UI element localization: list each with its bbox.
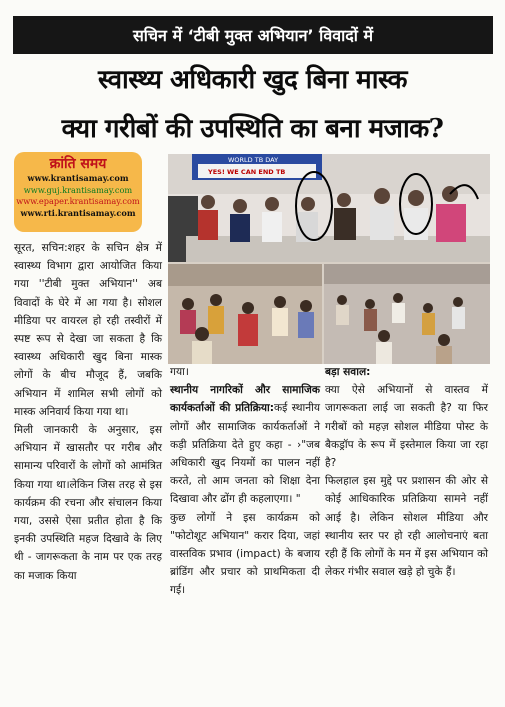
- reaction-subheading: स्थानीय नागरिकों और सामाजिक कार्यकर्ताओं की प्रतिक्रिया:: [170, 384, 320, 415]
- photo-banner-text-2: YES! WE CAN END TB: [208, 168, 286, 176]
- brand-url-guj[interactable]: www.guj.krantisamay.com: [23, 184, 133, 195]
- news-photo-collage: [168, 154, 490, 364]
- big-question-paragraph: क्या ऐसे अभियानों से वास्तव में जागरूकता लाई जा सकती है? या फिर गरीबों को महज़ सोशल मीडिया पोस्ट के बैकड्रॉप के रूप में इस्तेमाल किया जा रहा है?: [325, 384, 488, 470]
- article-paragraph-1: सूरत, सचिन:शहर के सचिन क्षेत्र में स्वास्थ्य विभाग द्वारा आयोजित किया गया ''टीबी मुक्त अभियान'' अब विवादों के घेरे में आ गया है। सोशल मीडिया पर वायरल हो रही तस्वीरों में स्पष्ट रूप से देखा जा सकता है कि स्वास्थ्य अधिकारी खुद बिना मास्क लोगों के बीच मौजूद हैं, जबकि अभियान में शामिल सभी लोगों को मास्क अनिवार्य किया गया था।: [14, 242, 162, 418]
- photo-banner-text-1: WORLD TB DAY: [228, 156, 279, 164]
- photo-crowd-right: [324, 264, 490, 364]
- banner-text: सचिन में ‘टीबी मुक्त अभियान’ विवादों में: [132, 26, 374, 45]
- article-column-2: [170, 363, 320, 600]
- krantisamay-brand-box: [14, 152, 142, 232]
- article-continuation: गया।: [170, 366, 189, 378]
- crowd-left-illustration: [168, 264, 322, 364]
- photoshoot-paragraph: कुछ लोगों ने इस कार्यक्रम को "फोटोशूट अभियान" करार दिया, जहां वास्तविक प्रभाव (impact) के बजाय ब्रांडिंग और प्रचार को प्राथमिकता दी गई।: [170, 511, 320, 597]
- reaction-paragraph: कई स्थानीय लोगों और सामाजिक कार्यकर्ताओं ने कड़ी प्रतिक्रिया देते हुए कहा - ›"जब अधिकारी खुद नियमों का पालन नहीं करते, तो आम जनता को शिक्षा देना दिखावा और ढोंग ही कहलाएगा। ": [170, 402, 320, 506]
- brand-url-rti[interactable]: www.rti.krantisamay.com: [20, 207, 136, 218]
- article-column-1: [14, 239, 162, 585]
- section-banner: [13, 16, 493, 54]
- officials-stage-illustration: [168, 154, 490, 262]
- status-paragraph: फिलहाल इस मुद्दे पर प्रशासन की ओर से कोई आधिकारिक प्रतिक्रिया सामने नहीं आई है। लेकिन सोशल मीडिया और स्थानीय स्तर पर हो रही आलोचनाएं बता रही हैं कि लोगों के मन में इस अभियान को लेकर गंभीर सवाल खड़े हो चुके हैं।: [325, 475, 488, 579]
- brand-url-main[interactable]: www.krantisamay.com: [27, 173, 129, 183]
- headline-line-1: स्वास्थ्य अधिकारी खुद बिना मास्क: [97, 65, 408, 95]
- crowd-right-illustration: [324, 264, 490, 364]
- photo-crowd-left: [168, 264, 322, 364]
- brand-url-epaper[interactable]: www.epaper.krantisamay.com: [16, 196, 140, 206]
- headline-line-2: क्या गरीबों की उपस्थिति का बना मजाक?: [61, 114, 444, 144]
- article-paragraph-2: मिली जानकारी के अनुसार, इस अभियान में खासतौर पर गरीब और सामान्य परिवारों के लोगों को आमंत्रित किया गया था।लेकिन जिस तरह से इस कार्यक्रम की रचना और संचालन किया गया, उससे ऐसा प्रतीत होता है कि इनकी उपस्थिति महज दिखावे के लिए थी - जागरूकता के नाम पर एक तरह का मजाक किया: [14, 424, 162, 582]
- big-question-subheading: बड़ा सवाल:: [325, 366, 371, 378]
- article-column-3: [325, 363, 488, 581]
- photo-officials-stage: [168, 154, 490, 262]
- brand-title: क्रांति समय: [49, 156, 107, 172]
